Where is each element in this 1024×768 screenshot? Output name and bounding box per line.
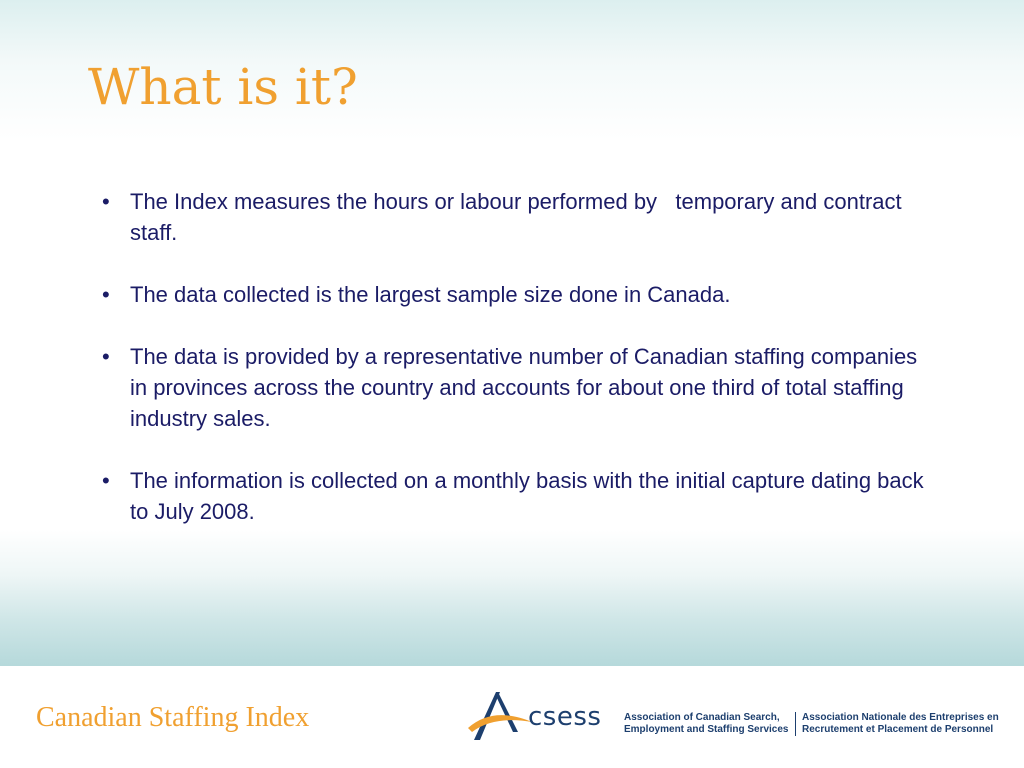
association-english (624, 712, 789, 736)
association-french-line-1: Association Nationale des Entreprises en (802, 712, 999, 723)
footer (0, 666, 1024, 768)
logo-divider (795, 712, 796, 736)
acsess-logo (466, 688, 1006, 748)
association-french-line-2: Recrutement et Placement de Personnel (802, 724, 994, 735)
bullet-dot-icon: • (102, 189, 110, 214)
footer-title: Canadian Staffing Index (36, 702, 310, 733)
bullet-list (102, 186, 932, 558)
association-english-line-2: Employment and Staffing Services (624, 724, 789, 735)
bullet-text: The data collected is the largest sample size done in Canada. (130, 282, 731, 307)
list-item (102, 341, 932, 434)
acsess-logo-icon (466, 688, 536, 744)
bullet-text: The information is collected on a monthly basis with the initial capture dating back to July 2008. (130, 468, 930, 524)
bullet-dot-icon: • (102, 468, 110, 493)
bullet-text: The Index measures the hours or labour performed by temporary and contract staff. (130, 189, 908, 245)
list-item (102, 279, 932, 310)
slide-title: What is it? (88, 58, 358, 116)
bullet-dot-icon: • (102, 344, 110, 369)
association-french (802, 712, 999, 736)
list-item (102, 465, 932, 527)
bullet-dot-icon: • (102, 282, 110, 307)
bullet-text: The data is provided by a representative number of Canadian staffing companies in provinces across the country and accounts for about one third of total staffing industry sales. (130, 344, 924, 431)
association-english-line-1: Association of Canadian Search, (624, 712, 780, 723)
logo-wordmark: csess (528, 702, 602, 732)
list-item (102, 186, 932, 248)
